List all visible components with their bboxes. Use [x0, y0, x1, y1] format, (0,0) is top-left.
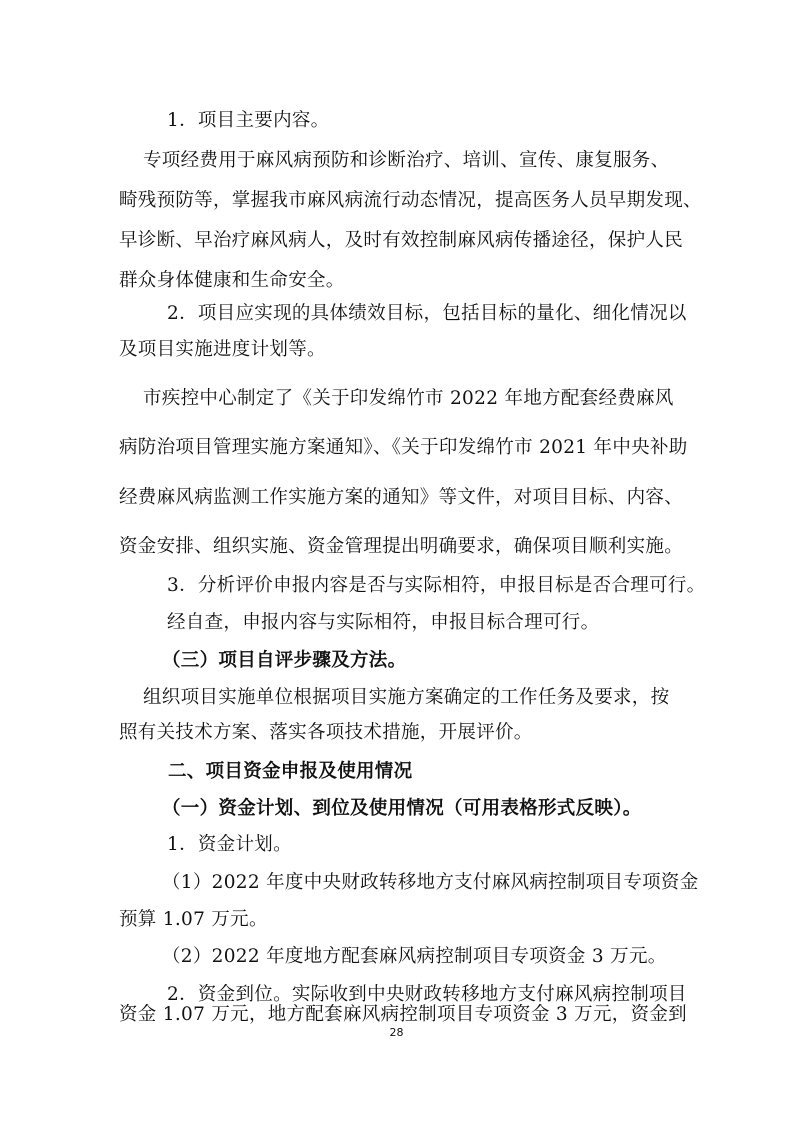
section-heading-3: （三）项目自评步骤及方法。 — [162, 650, 407, 671]
paragraph-line: 及项目实施进度计划等。 — [119, 339, 326, 360]
paragraph-line: 预算 1.07 万元。 — [119, 909, 268, 930]
paragraph-line: （1）2022 年度中央财政转移地方支付麻风病控制项目专项资金 — [162, 872, 699, 893]
paragraph-line: 畸残预防等，掌握我市麻风病流行动态情况，提高医务人员早期发现、 — [119, 190, 702, 211]
paragraph-line: 资金 1.07 万元，地方配套麻风病控制项目专项资金 3 万元，资金到 — [119, 1004, 687, 1025]
page-number: 28 — [389, 1026, 404, 1039]
paragraph-line: 组织项目实施单位根据项目实施方案确定的工作任务及要求，按 — [143, 687, 670, 708]
paragraph-line: 经自查，申报内容与实际相符，申报目标合理可行。 — [167, 612, 600, 633]
section-heading-1: （一）资金计划、到位及使用情况（可用表格形式反映）。 — [162, 798, 642, 819]
paragraph-line: 专项经费用于麻风病预防和诊断治疗、培训、宣传、康复服务、 — [143, 150, 670, 171]
item-heading-3: 3．分析评价申报内容是否与实际相符，申报目标是否合理可行。 — [167, 575, 706, 596]
item-heading-funds-plan: 1．资金计划。 — [167, 834, 292, 855]
paragraph-line: 病防治项目管理实施方案通知》、《关于印发绵竹市 2021 年中央补助 — [119, 437, 688, 458]
item-heading-1: 1．项目主要内容。 — [167, 110, 330, 131]
paragraph-line: 早诊断、早治疗麻风病人，及时有效控制麻风病传播途径，保护人民 — [119, 230, 684, 251]
paragraph-line: 经费麻风病监测工作实施方案的通知》等文件，对项目目标、内容、 — [119, 487, 684, 508]
chapter-heading-2: 二、项目资金申报及使用情况 — [168, 761, 413, 782]
paragraph-line: 群众身体健康和生命安全。 — [119, 270, 345, 291]
item-heading-2: 2．项目应实现的具体绩效目标，包括目标的量化、细化情况以 — [167, 303, 687, 324]
paragraph-line: 2．资金到位。实际收到中央财政转移地方支付麻风病控制项目 — [167, 984, 687, 1005]
paragraph-line: 资金安排、组织实施、资金管理提出明确要求，确保项目顺利实施。 — [119, 536, 684, 557]
paragraph-line: （2）2022 年度地方配套麻风病控制项目专项资金 3 万元。 — [162, 946, 667, 967]
paragraph-line: 市疾控中心制定了《关于印发绵竹市 2022 年地方配套经费麻风 — [143, 388, 674, 409]
paragraph-line: 照有关技术方案、落实各项技术措施，开展评价。 — [119, 722, 533, 743]
